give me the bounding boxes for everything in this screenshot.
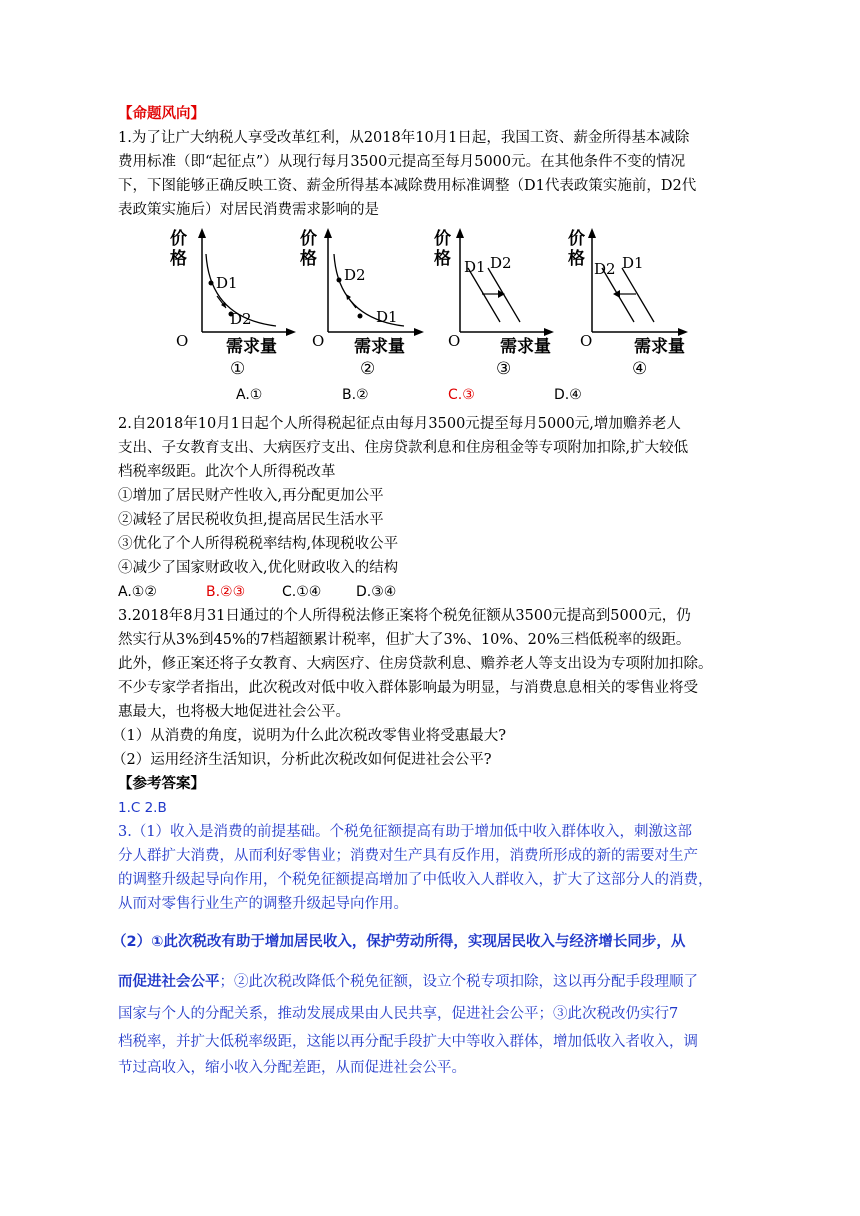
answer-3-2-line-3: 国家与个人的分配关系，推动发展成果由人民共享，促进社会公平；③此次税改仍实行7	[118, 1006, 679, 1022]
graph-2-label-a: D2	[344, 266, 366, 284]
answer-title: 【参考答案】	[118, 775, 205, 792]
section-title: 【命题风向】	[118, 105, 205, 122]
graph-4	[566, 226, 700, 378]
answer-short: 1.C 2.B	[118, 800, 167, 816]
graph-2-point-a	[337, 278, 342, 283]
graph-2-ylabel-1: 价	[300, 229, 317, 249]
q2-line-3: 档税率级距。此次个人所得税改革	[118, 464, 336, 480]
graph-4-origin: O	[580, 332, 593, 350]
q3-line-1: 3.2018年8月31日通过的个人所得税法修正案将个税免征额从3500元提高到5000元，仍	[118, 608, 691, 624]
q2-option-c: C.①④	[282, 584, 322, 600]
graph-2-ylabel-2: 格	[300, 249, 317, 269]
graph-3-x-arrow	[544, 328, 554, 336]
q1-line-4: 表政策实施后）对居民消费需求影响的是	[118, 202, 379, 218]
graph-2-y-arrow	[324, 228, 332, 238]
graph-2-label-b: D1	[376, 308, 398, 326]
answer-3-1-line-1: 3.（1）收入是消费的前提基础。个税免征额提高有助于增加低中收入群体收入，刺激这部	[118, 824, 693, 840]
graph-4-number: ④	[632, 359, 648, 378]
q2-option-d: D.③④	[356, 584, 397, 600]
q3-line-2: 然实行从3%到45%的7档超额累计税率，但扩大了3%、10%、20%三档低税率的级距。	[118, 632, 691, 648]
q2-item-3: ③优化了个人所得税税率结构,体现税收公平	[118, 536, 399, 552]
graph-4-y-arrow	[588, 228, 596, 238]
graph-4-label-b: D1	[622, 254, 644, 272]
answer-3-2-line-1: （2）①此次税改有助于增加居民收入，保护劳动所得，实现居民收入与经济增长同步，从	[112, 934, 686, 950]
graph-2-x-arrow	[414, 328, 424, 336]
q2-option-b: B.②③	[206, 584, 246, 600]
q1-line-2: 费用标准（即“起征点”）从现行每月3500元提高至每月5000元。在其他条件不变的情况	[118, 154, 686, 170]
q3-subquestion-1: （1）从消费的角度，说明为什么此次税改零售业将受惠最大?	[112, 728, 506, 744]
q2-option-a: A.①②	[118, 584, 157, 600]
graph-1-number: ①	[230, 359, 246, 378]
q1-option-c: C.③	[448, 387, 475, 403]
answer-3-2-line-4: 档税率，并扩大低税率级距，这能以再分配手段扩大中等收入群体，增加低收入者收入，调	[118, 1034, 698, 1050]
answer-3-2-line-2	[118, 972, 698, 992]
graph-3-ylabel-1: 价	[434, 229, 451, 249]
q2-item-4: ④减少了国家财政收入,优化财政收入的结构	[118, 560, 399, 576]
graph-3-label-b: D2	[490, 254, 512, 272]
answer-3-1-line-4: 从而对零售行业生产的调整升级起导向作用。	[118, 896, 408, 912]
graph-1-label-a: D1	[216, 274, 238, 292]
graph-4-label-a: D2	[594, 260, 616, 278]
graph-1-y-arrow	[198, 228, 206, 238]
q2-item-1: ①增加了居民财产性收入,再分配更加公平	[118, 488, 384, 504]
graph-2-point-b	[358, 314, 363, 319]
graph-4-line-b	[622, 268, 654, 322]
graph-4-ylabel-2: 格	[568, 249, 585, 269]
q1-line-3: 下，下图能够正确反映工资、薪金所得基本减除费用标准调整（D1代表政策实施前，D2代	[118, 178, 697, 194]
graph-3-number: ③	[496, 359, 512, 378]
graph-3-xlabel: 需求量	[500, 337, 551, 357]
graph-3-line-b	[488, 268, 520, 322]
answer-3-1-line-3: 的调整升级起导向作用，个税免征额提高增加了中低收入人群收入，扩大了这部分人的消费，	[118, 872, 713, 888]
q3-subquestion-2: （2）运用经济生活知识，分析此次税改如何促进社会公平?	[112, 752, 492, 768]
q1-option-a: A.①	[236, 387, 263, 403]
answer-3-2-line-2-rest: ；②此次税改降低个税免征额，设立个税专项扣除，这以再分配手段理顺了	[219, 974, 698, 990]
q3-line-3: 此外，修正案还将子女教育、大病医疗、住房贷款利息、赡养老人等支出设为专项附加扣除。	[118, 656, 713, 672]
graph-3-ylabel-2: 格	[434, 249, 451, 269]
answer-3-2-line-5: 节过高收入，缩小收入分配差距，从而促进社会公平。	[118, 1060, 466, 1076]
graph-4-xlabel: 需求量	[634, 337, 685, 357]
graph-2-xlabel: 需求量	[354, 337, 405, 357]
graph-3-origin: O	[448, 332, 461, 350]
q2-item-2: ②减轻了居民税收负担,提高居民生活水平	[118, 512, 384, 528]
graph-2-number: ②	[360, 359, 376, 378]
graph-4-x-arrow	[678, 328, 688, 336]
graph-3-line-a	[468, 268, 500, 322]
graph-2-origin: O	[312, 332, 325, 350]
graph-1	[168, 226, 298, 378]
graph-1-ylabel-1: 价	[170, 229, 187, 249]
graph-1-point-a	[209, 281, 214, 286]
q3-line-4: 不少专家学者指出，此次税改对低中收入群体影响最为明显，与消费息息相关的零售业将受	[118, 680, 698, 696]
graph-2	[298, 226, 428, 378]
graph-1-label-b: D2	[230, 310, 252, 328]
graph-3-label-a: D1	[464, 258, 486, 276]
graph-4-ylabel-1: 价	[568, 229, 585, 249]
q1-line-1: 1.为了让广大纳税人享受改革红利，从2018年10月1日起，我国工资、薪金所得基本减除	[118, 130, 690, 146]
graph-1-xlabel: 需求量	[226, 337, 277, 357]
graph-1-ylabel-2: 格	[170, 249, 187, 269]
q1-option-b: B.②	[342, 387, 369, 403]
answer-3-2-line-2-bold: 而促进社会公平	[118, 974, 220, 990]
q2-line-1: 2.自2018年10月1日起个人所得税起征点由每月3500元提至每月5000元,增加赡养老人	[118, 416, 681, 432]
q1-option-d: D.④	[554, 387, 582, 403]
q3-line-5: 惠最大，也将极大地促进社会公平。	[118, 704, 350, 720]
graph-3	[432, 226, 562, 378]
graph-3-y-arrow	[456, 228, 464, 238]
q2-line-2: 支出、子女教育支出、大病医疗支出、住房贷款利息和住房租金等专项附加扣除,扩大较低	[118, 440, 689, 456]
graph-1-x-arrow	[286, 328, 296, 336]
answer-3-1-line-2: 分人群扩大消费，从而利好零售业；消费对生产具有反作用，消费所形成的新的需要对生产	[118, 848, 698, 864]
graph-1-origin: O	[176, 332, 189, 350]
